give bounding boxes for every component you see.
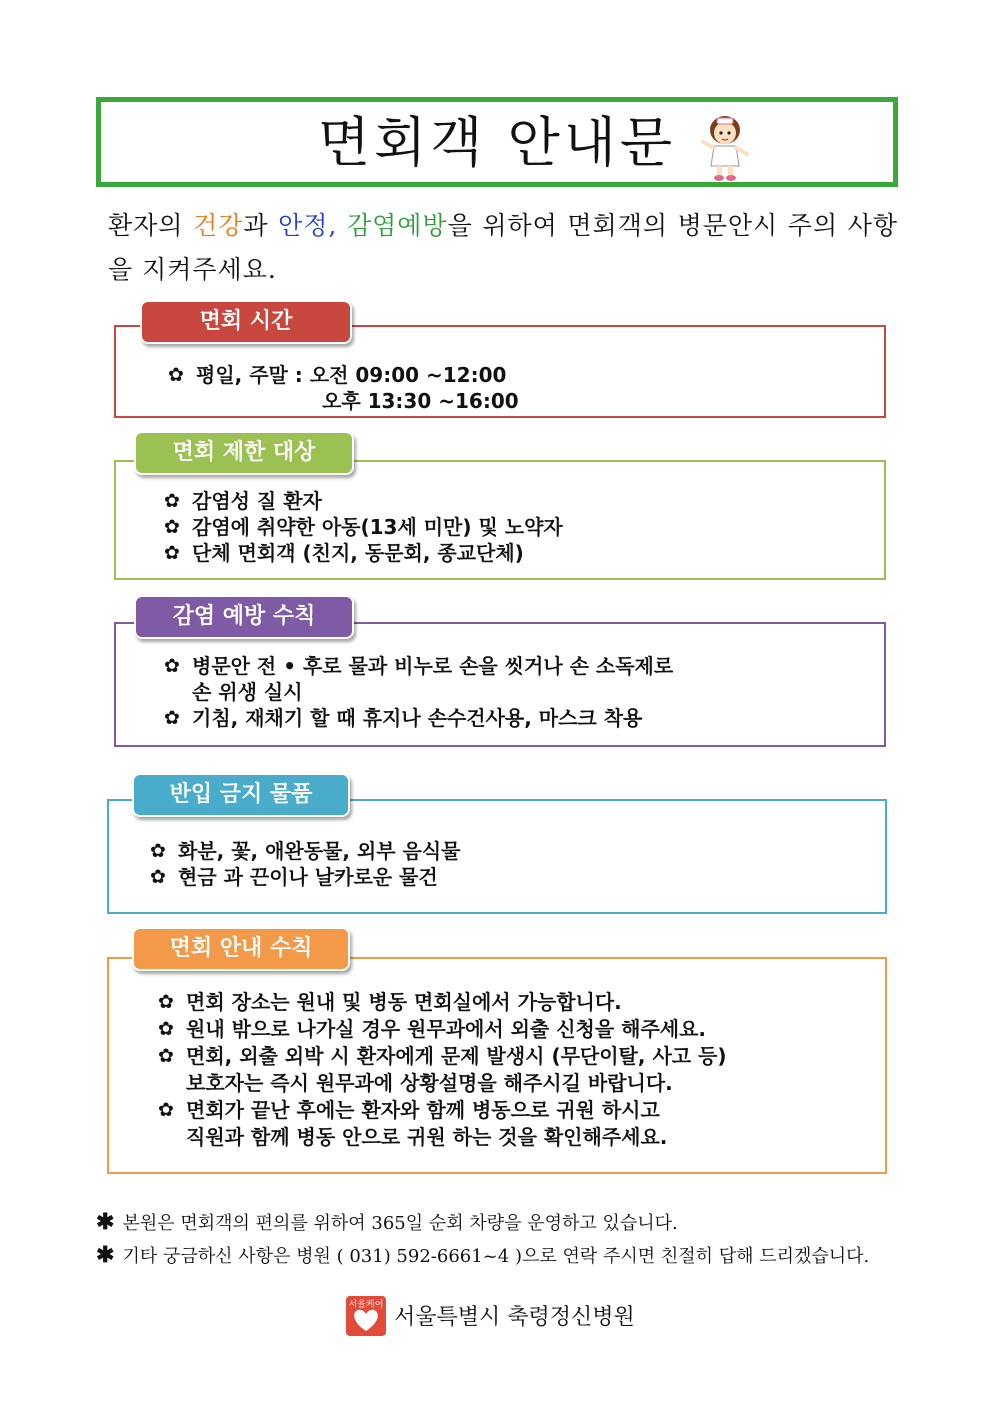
list-item-text: 기침, 재채기 할 때 휴지나 손수건사용, 마스크 착용 xyxy=(192,706,643,730)
note-text: 기타 궁금하신 사항은 병원 ( 031) 592-6661~4 )으로 연락 주시면 친절히 답해 드리겠습니다. xyxy=(122,1246,870,1267)
flower-bullet-icon: ✿ xyxy=(164,490,180,512)
list-item xyxy=(158,1097,727,1151)
list-item-text: 화분, 꽃, 애완동물, 외부 음식물 xyxy=(178,839,461,863)
intro-stability: 안정, xyxy=(278,211,338,240)
section-label-prohibited: 반입 금지 물품 xyxy=(132,773,350,817)
list-item-text: 현금 과 끈이나 날카로운 물건 xyxy=(178,865,438,889)
section-label-restricted: 면회 제한 대상 xyxy=(134,431,354,475)
list-item xyxy=(164,514,563,540)
list-item xyxy=(164,488,563,514)
intro-text xyxy=(337,211,347,240)
list-item-text: 면회, 외출 외박 시 환자에게 문제 발생시 (무단이탈, 사고 등) xyxy=(186,1044,727,1068)
list-item xyxy=(150,838,460,864)
hours-line-1: 평일, 주말 : 오전 09:00 ~12:00 xyxy=(196,363,507,387)
list-item xyxy=(168,388,519,414)
section-label-guide: 면회 안내 수칙 xyxy=(132,927,350,971)
list-item-text: 병문안 전 • 후로 물과 비누로 손을 씻거나 손 소독제로 xyxy=(192,654,674,678)
asterisk-icon: ✱ xyxy=(96,1242,115,1268)
prevention-list xyxy=(164,653,673,731)
flower-bullet-icon: ✿ xyxy=(150,866,166,888)
flower-bullet-icon: ✿ xyxy=(164,542,180,564)
list-item-text: 원내 밖으로 나가실 경우 원무과에서 외출 신청을 해주세요. xyxy=(186,1017,707,1041)
note-contact xyxy=(96,1243,869,1269)
list-item xyxy=(168,362,519,388)
list-item-text: 단체 면회객 (친지, 동문회, 종교단체) xyxy=(192,541,524,565)
list-item xyxy=(150,864,460,890)
note-shuttle xyxy=(96,1210,678,1236)
asterisk-icon: ✱ xyxy=(96,1209,115,1235)
intro-health: 건강 xyxy=(193,211,244,240)
title-box xyxy=(96,97,898,187)
hours-line-2: 오후 13:30 ~16:00 xyxy=(322,389,519,413)
flower-bullet-icon: ✿ xyxy=(150,840,166,862)
flower-bullet-icon: ✿ xyxy=(168,364,184,386)
list-item-text: 감염성 질 환자 xyxy=(192,489,322,513)
list-item-text: 면회가 끝난 후에는 환자와 함께 병동으로 귀원 하시고 xyxy=(186,1098,660,1122)
list-item xyxy=(164,653,673,705)
list-item xyxy=(164,705,673,731)
intro-infection: 감염예방 xyxy=(346,211,448,240)
intro-text: 환자의 xyxy=(108,211,194,240)
list-item xyxy=(158,989,727,1016)
list-item-text: 손 위생 실시 xyxy=(192,680,303,704)
flower-bullet-icon: ✿ xyxy=(164,707,180,729)
heart-logo-icon xyxy=(346,1296,386,1336)
list-item-text: 직원과 함께 병동 안으로 귀원 하는 것을 확인해주세요. xyxy=(186,1125,668,1149)
flower-bullet-icon: ✿ xyxy=(164,655,180,677)
flower-bullet-icon: ✿ xyxy=(158,1018,174,1040)
list-item xyxy=(158,1016,727,1043)
list-item-text: 보호자는 즉시 원무과에 상황설명을 해주시길 바랍니다. xyxy=(186,1071,673,1095)
section-label-prevention: 감염 예방 수칙 xyxy=(134,595,354,639)
list-item-text: 면회 장소는 원내 및 병동 면회실에서 가능합니다. xyxy=(186,990,622,1014)
page-title: 면회객 안내문 xyxy=(317,111,677,174)
logo-text: 서울케어 xyxy=(348,1300,384,1310)
intro-text: 을 위하여 면회객의 병문안시 주의 사항을 지켜주세요. xyxy=(108,211,898,284)
guide-list xyxy=(158,989,727,1151)
list-item xyxy=(164,540,563,566)
flower-bullet-icon: ✿ xyxy=(158,1099,174,1121)
intro-paragraph xyxy=(108,204,898,292)
intro-text: 과 xyxy=(243,211,279,240)
list-item-text: 감염에 취약한 아동(13세 미만) 및 노약자 xyxy=(192,515,563,539)
org-name: 서울특별시 축령정신병원 xyxy=(394,1305,635,1330)
prohibited-list xyxy=(150,838,460,890)
hours-list xyxy=(168,362,519,414)
section-label-visiting-hours: 면회 시간 xyxy=(140,300,352,344)
restricted-list xyxy=(164,488,563,566)
nurse-mascot-icon xyxy=(697,112,753,182)
note-text: 본원은 면회객의 편의를 위하여 365일 순회 차량을 운영하고 있습니다. xyxy=(122,1213,678,1234)
flower-bullet-icon: ✿ xyxy=(158,1045,174,1067)
list-item xyxy=(158,1043,727,1097)
flower-bullet-icon: ✿ xyxy=(164,516,180,538)
heart-shape xyxy=(346,1296,386,1336)
flower-bullet-icon: ✿ xyxy=(158,991,174,1013)
